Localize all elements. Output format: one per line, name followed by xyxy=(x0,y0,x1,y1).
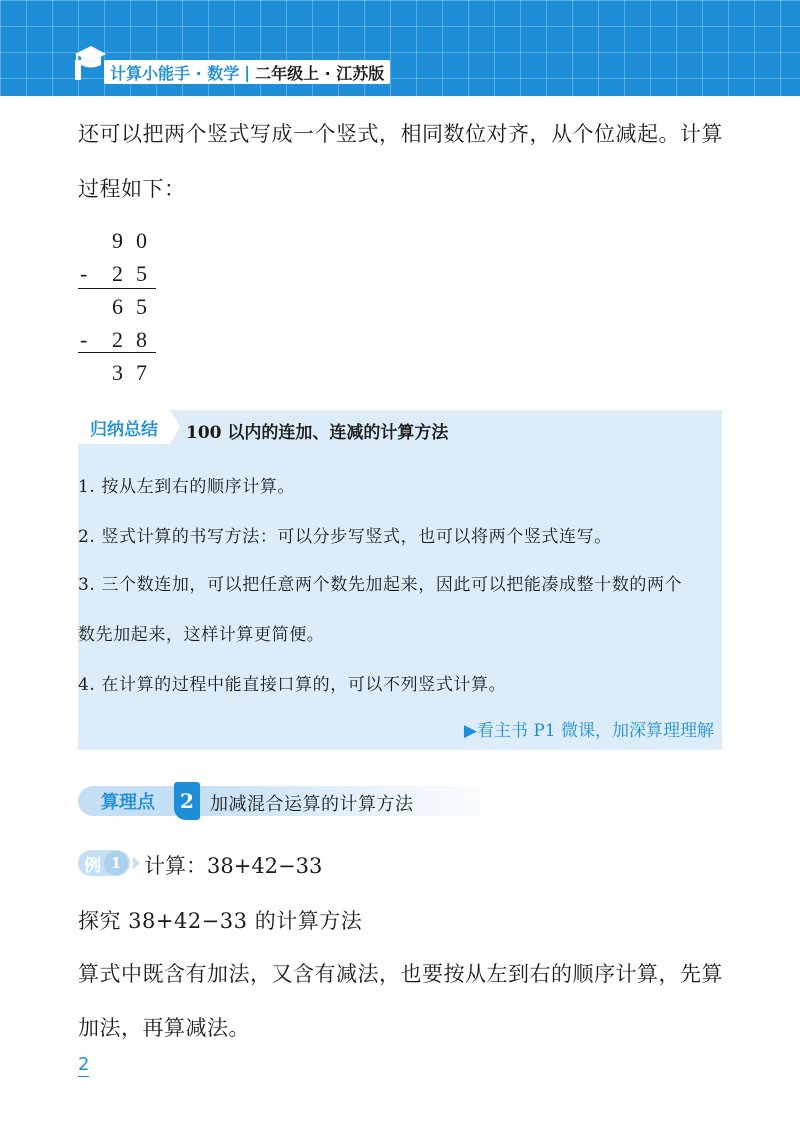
example-question: 计算：38+42−33 xyxy=(144,854,323,878)
body-line-2: 加法，再算减法。 xyxy=(78,1016,250,1040)
title-separator: | xyxy=(244,62,251,82)
page-number: 2 xyxy=(78,1054,90,1075)
intro-line-1: 还可以把两个竖式写成一个竖式，相同数位对齐，从个位减起。计算 xyxy=(78,122,723,146)
calc-row xyxy=(78,257,158,290)
calc-divider xyxy=(78,352,156,353)
micro-lesson-link[interactable]: ▶看主书 P1 微课，加深算理理解 xyxy=(463,721,714,741)
calc-operator: - xyxy=(80,327,88,352)
example-badge xyxy=(78,850,130,876)
section-label: 算理点 xyxy=(78,786,178,816)
section-number: 2 xyxy=(174,782,200,820)
body-line-1: 算式中既含有加法，又含有减法，也要按从左到右的顺序计算，先算 xyxy=(78,962,723,986)
summary-item: 4. 在计算的过程中能直接口算的，可以不列竖式计算。 xyxy=(78,675,507,695)
calc-digit-tens: 3 xyxy=(112,360,123,385)
summary-item: 1. 按从左到右的顺序计算。 xyxy=(78,477,296,497)
calc-digit-ones: 0 xyxy=(136,228,147,253)
graduation-cap-icon xyxy=(72,42,106,82)
summary-tag: 归纳总结 xyxy=(78,410,170,444)
book-title xyxy=(104,60,390,84)
summary-title: 100 以内的连加、连减的计算方法 xyxy=(186,423,449,443)
grade-edition: 二年级上 · 江苏版 xyxy=(255,63,385,83)
calc-row xyxy=(78,356,158,389)
explore-heading: 探究 38+42−33 的计算方法 xyxy=(78,909,363,933)
calc-digit-ones: 5 xyxy=(136,261,147,286)
calc-digit-tens: 2 xyxy=(112,261,123,286)
summary-item: 数先加起来，这样计算更简便。 xyxy=(78,625,325,645)
page-header xyxy=(0,0,800,96)
summary-tag-arrow xyxy=(170,410,180,444)
calc-divider xyxy=(78,288,156,289)
calc-digit-ones: 8 xyxy=(136,327,147,352)
calc-digit-tens: 9 xyxy=(112,228,123,253)
calc-row xyxy=(78,224,158,257)
vertical-calculation xyxy=(78,224,158,389)
summary-box xyxy=(78,410,722,750)
calc-digit-ones: 7 xyxy=(136,360,147,385)
series-name: 计算小能手 · 数学 xyxy=(110,63,240,83)
calc-digit-tens: 2 xyxy=(112,327,123,352)
calc-digit-tens: 6 xyxy=(112,294,123,319)
calc-operator: - xyxy=(80,261,88,286)
section-title: 加减混合运算的计算方法 xyxy=(210,794,414,815)
example-label: 例 xyxy=(84,855,101,876)
summary-item: 3. 三个数连加，可以把任意两个数先加起来，因此可以把能凑成整十数的两个 xyxy=(78,575,683,595)
example-arrow-icon xyxy=(133,857,140,869)
calc-digit-ones: 5 xyxy=(136,294,147,319)
calc-row xyxy=(78,290,158,323)
intro-line-2: 过程如下： xyxy=(78,177,186,201)
summary-item: 2. 竖式计算的书写方法：可以分步写竖式，也可以将两个竖式连写。 xyxy=(78,527,612,547)
section-header xyxy=(78,782,508,820)
example-number: 1 xyxy=(104,851,128,875)
